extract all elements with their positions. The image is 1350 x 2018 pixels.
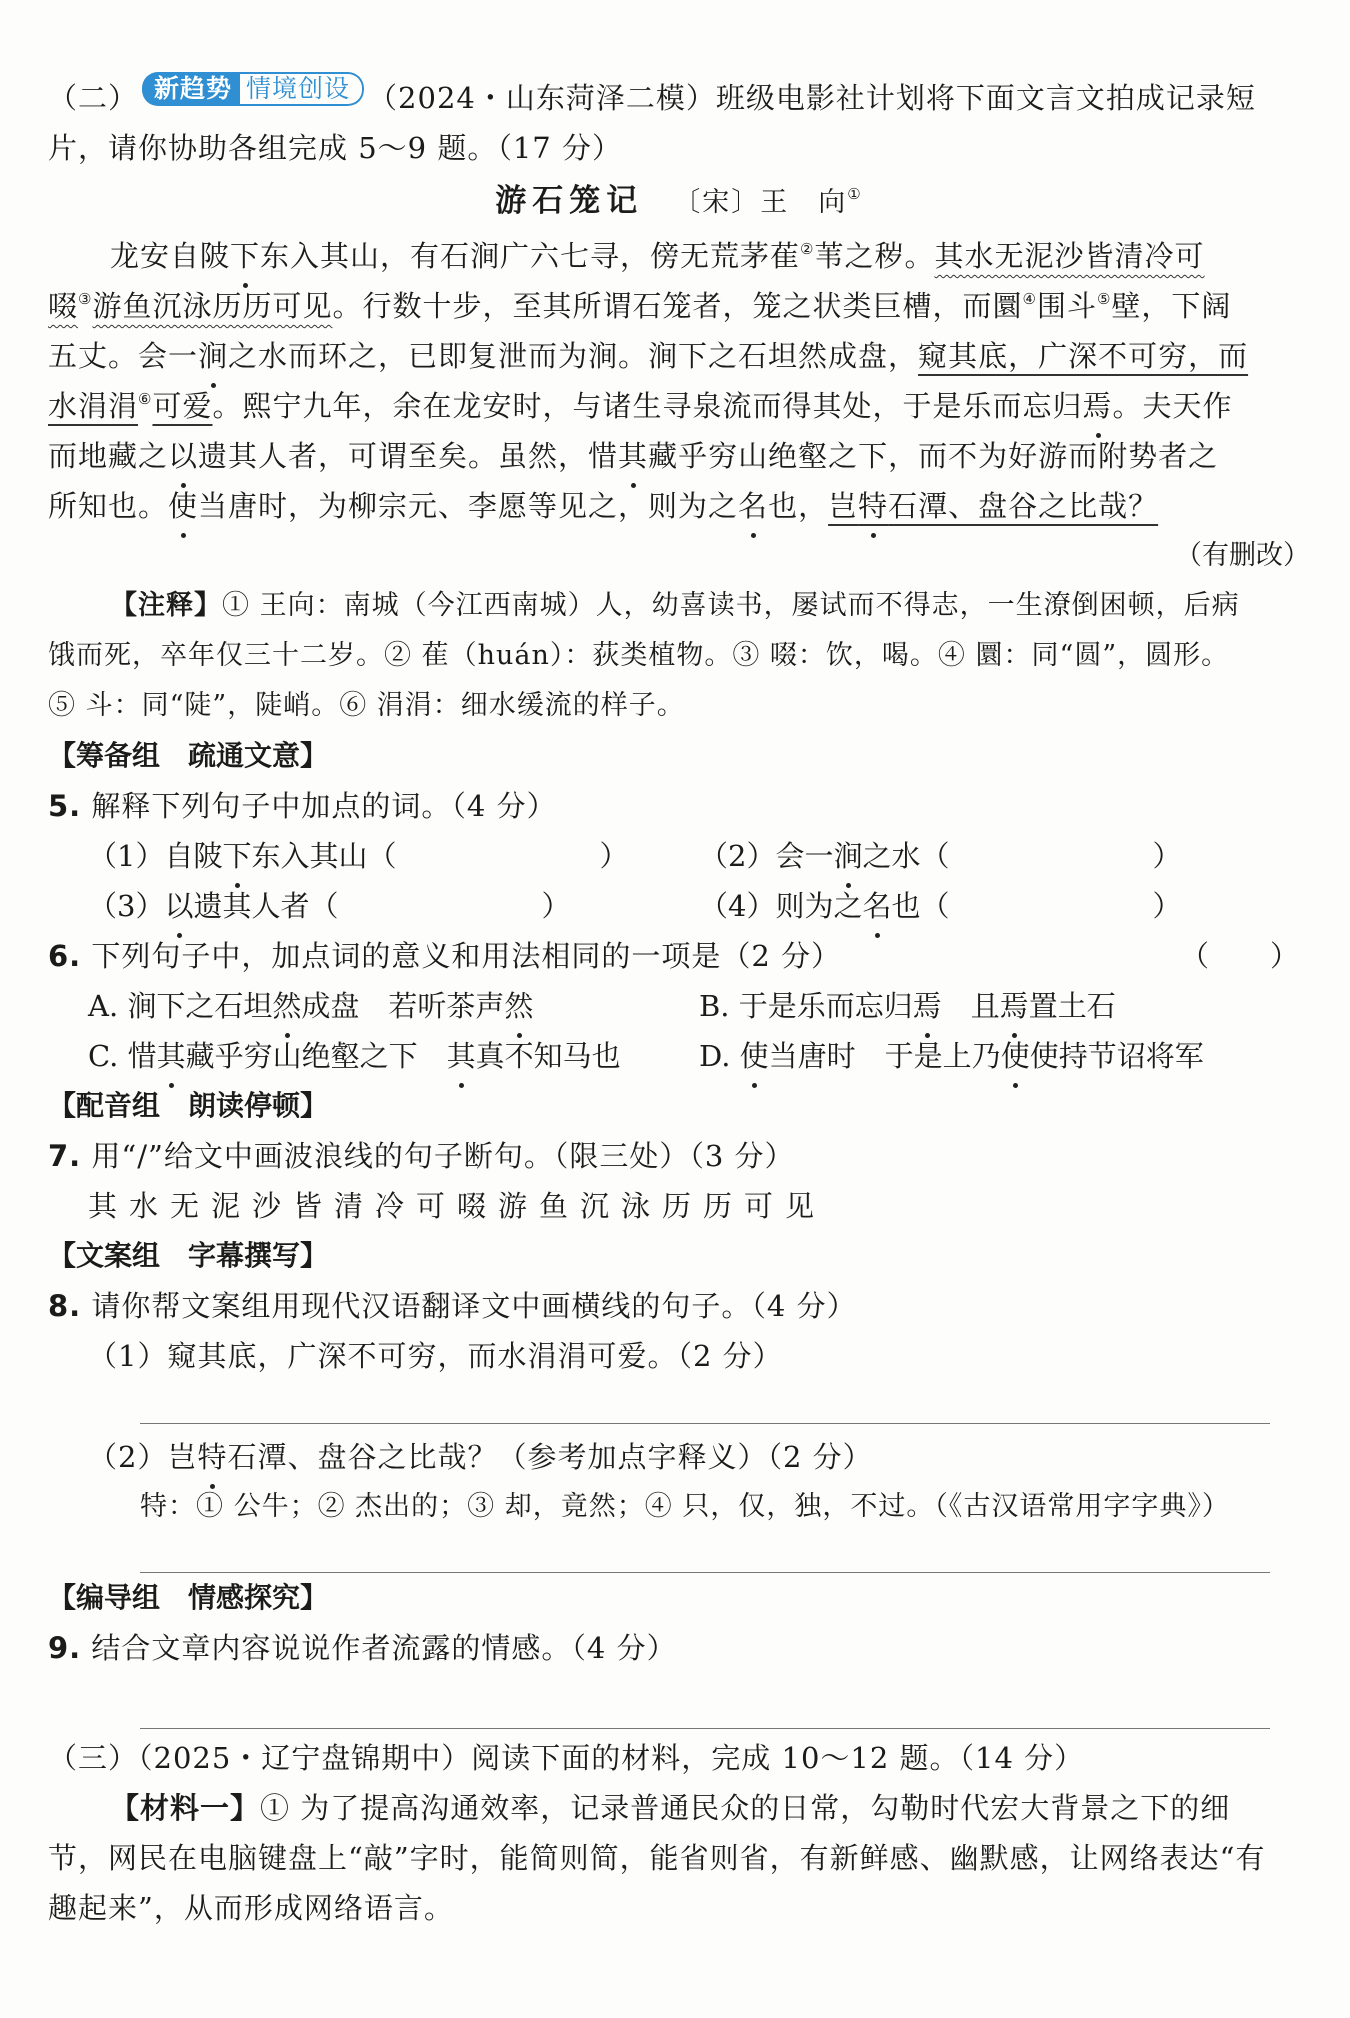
- text: （1）自陂: [88, 839, 223, 873]
- notes-line: [48, 581, 1310, 631]
- q5-item-1[interactable]: [88, 831, 699, 881]
- text: 也，: [768, 489, 829, 523]
- text: 东入其山（ ）: [251, 839, 629, 873]
- text: （3）: [88, 889, 165, 923]
- text: 也（ ）: [891, 889, 1182, 923]
- text: 藏乎穷山绝壑之下，而不为好游而附势者之: [648, 439, 1219, 473]
- question-number: 7.: [48, 1139, 82, 1173]
- q5-row: [48, 881, 1310, 931]
- text: 五丈。: [48, 339, 139, 373]
- note-ref: ①: [847, 185, 863, 203]
- text: （2）会一: [699, 839, 834, 873]
- material-text: ① 为了提高沟通效率，记录普通民众的日常，勾勒时代宏大背景之下的细: [260, 1791, 1231, 1825]
- note-ref: ④: [1022, 290, 1037, 308]
- text: D.: [699, 1039, 740, 1073]
- text: 壁，下阔: [1111, 289, 1232, 323]
- text: 龙安自陂: [110, 239, 231, 273]
- note-ref: ③: [78, 290, 93, 308]
- wavy-underlined-text: 游鱼沉泳历历可见: [92, 289, 333, 323]
- question-text: 结合文章内容说说作者流露的情感。（4 分）: [91, 1631, 677, 1665]
- dotted-char: 使: [168, 481, 198, 531]
- section-heading: 【筹备组 疏通文意】: [48, 739, 329, 772]
- dotted-char: 使: [740, 1031, 769, 1081]
- question-text: 用“/”给文中画波浪线的句子断句。（限三处）（3 分）: [91, 1139, 795, 1173]
- section-number: （二）: [48, 81, 139, 115]
- answer-line[interactable]: [140, 1532, 1270, 1573]
- q6-row: [48, 981, 1310, 1031]
- q6-option-a[interactable]: [88, 981, 699, 1031]
- text: 所知也。: [48, 489, 169, 523]
- dotted-char: 特: [858, 481, 888, 531]
- dotted-char: 涧: [833, 831, 862, 881]
- question-number: 6.: [48, 939, 82, 973]
- answer-line[interactable]: [140, 1381, 1270, 1424]
- answer-line[interactable]: [140, 1673, 1270, 1729]
- q5-item-3[interactable]: [88, 881, 699, 931]
- q8-hint: 特：① 公牛；② 杰出的；③ 却，竟然；④ 只，仅，独，不过。（《古汉语常用字字典》）: [140, 1491, 1230, 1522]
- note-ref: ②: [800, 240, 815, 258]
- material-line: [48, 1783, 1310, 1833]
- q6-option-d[interactable]: [699, 1031, 1310, 1081]
- underlined-text: 可爱: [152, 389, 213, 423]
- dotted-char: 特: [197, 1432, 227, 1482]
- text: 会一: [138, 339, 199, 373]
- text: 真不知马也: [475, 1039, 621, 1073]
- material-label: 【材料一】: [110, 1791, 261, 1825]
- dotted-char: 下: [222, 831, 251, 881]
- passage-line: [48, 481, 1310, 531]
- note-ref: ⑤: [1096, 290, 1112, 308]
- text: 。行数十步，至其所谓石笼者，笼之状类巨槽，而圜: [332, 289, 1023, 323]
- question-5: [48, 781, 1310, 831]
- text: C. 惜: [88, 1039, 157, 1073]
- notes-text: ① 王向：南城（今江西南城）人，幼喜读书，屡试而不得志，一生潦倒困顿，后病: [222, 590, 1240, 621]
- question-8: [48, 1281, 1310, 1331]
- wavy-underlined-text: 其水无泥沙皆清冷可: [934, 239, 1205, 273]
- dotted-char: 然: [504, 981, 533, 1031]
- text: 东入其山，有石涧广六七寻，傍无荒茅萑: [260, 239, 801, 273]
- note-ref: ⑥: [138, 390, 153, 408]
- dotted-char: 以: [164, 881, 193, 931]
- q8-item-1: （1）窥其底，广深不可穷，而水涓涓可爱。（2 分）: [88, 1339, 783, 1373]
- text: 之水（ ）: [862, 839, 1182, 873]
- question-9: [48, 1623, 1310, 1673]
- section-header-line2: 片，请你协助各组完成 5～9 题。（17 分）: [48, 131, 622, 165]
- passage-line: [48, 381, 1310, 431]
- wavy-underlined-text: 啜: [48, 289, 79, 323]
- question-6: [48, 931, 1310, 981]
- text: 置土石: [1028, 989, 1116, 1023]
- question-text: 请你帮文案组用现代汉语翻译文中画横线的句子。（4 分）: [91, 1289, 857, 1323]
- question-7: [48, 1131, 1310, 1181]
- badge-right: 情境创设: [240, 72, 364, 106]
- passage-author: [673, 187, 862, 218]
- dotted-char: 其: [618, 431, 648, 481]
- passage-source: （有删改）: [1175, 540, 1310, 571]
- text: 使持节诏将军: [1029, 1039, 1204, 1073]
- passage-line: [48, 231, 1310, 281]
- dotted-char: 下: [230, 231, 260, 281]
- q5-row: [48, 831, 1310, 881]
- dotted-char: 名: [738, 481, 768, 531]
- text: 而地藏之: [48, 439, 169, 473]
- question-text: 下列句子中，加点词的意义和用法相同的一项是（2 分）: [91, 939, 842, 973]
- passage-line: [48, 431, 1310, 481]
- text: 遗其人者，可谓至矣。虽然，惜: [198, 439, 619, 473]
- notes-label: 【注释】: [110, 590, 222, 621]
- text: 。熙宁九年，余在龙安时，与诸生寻泉流而得其处，于是乐而忘归: [212, 389, 1083, 423]
- text: 之水而环之，已即复泄而为涧。涧下之石坦然成盘，: [228, 339, 919, 373]
- q6-option-c[interactable]: [88, 1031, 699, 1081]
- dotted-char: 以: [168, 431, 198, 481]
- underlined-text: 石潭、盘谷之比哉？: [888, 489, 1159, 523]
- text: 成盘 若听茶声: [301, 989, 505, 1023]
- dotted-char: 焉: [1083, 381, 1113, 431]
- underlined-text: 水涓涓: [48, 389, 139, 423]
- dotted-char: 焉: [913, 981, 942, 1031]
- dotted-char: 其: [447, 1031, 476, 1081]
- underlined-text: 岂: [828, 489, 859, 523]
- dotted-char: 然: [272, 981, 301, 1031]
- header-text: （2024・山东菏泽二模）班级电影社计划将下面文言文拍成记录短: [368, 81, 1256, 115]
- section-heading: 【配音组 朗读停顿】: [48, 1089, 329, 1122]
- q7-sentence[interactable]: 其水无泥沙皆清冷可啜游鱼沉泳历历可见: [88, 1189, 827, 1223]
- text: B. 于是乐而忘归: [699, 989, 913, 1023]
- question-number: 8.: [48, 1289, 82, 1323]
- passage-line: [48, 281, 1310, 331]
- passage-line: [48, 331, 1310, 381]
- dotted-char: 涧: [198, 331, 228, 381]
- question-text: 解释下列句子中加点的词。（4 分）: [91, 789, 557, 823]
- part3-header: （三）（2025・辽宁盘锦期中）阅读下面的材料，完成 10～12 题。（14 分）: [48, 1741, 1085, 1775]
- dotted-char: 其: [157, 1031, 186, 1081]
- notes-line: 饿而死，卒年仅三十二岁。② 萑（huán）：荻类植物。③ 啜：饮，喝。④ 圜：同“圆”，圆形。: [48, 640, 1230, 671]
- question-number: 9.: [48, 1631, 82, 1665]
- q5-item-2[interactable]: [699, 831, 1310, 881]
- text: 围斗: [1036, 289, 1097, 323]
- q6-row: [48, 1031, 1310, 1081]
- text: 当唐时，为柳宗元、李愿等见之，则为之: [198, 489, 739, 523]
- badge-left: 新趋势: [142, 72, 240, 106]
- question-number: 5.: [48, 789, 82, 823]
- text: 遗其人者（ ）: [193, 889, 571, 923]
- q8-item-2: [48, 1432, 1310, 1482]
- underlined-text: 窥其底，广深不可穷，而: [918, 339, 1249, 373]
- text: 藏乎穷山绝壑之下: [185, 1039, 447, 1073]
- dotted-char: 名: [862, 881, 891, 931]
- text: 。夫天作: [1112, 389, 1233, 423]
- author-name: 〔宋〕王 向: [673, 187, 848, 218]
- section-header-line1: [48, 72, 1310, 123]
- text: 当唐时 于是上乃: [768, 1039, 1001, 1073]
- notes-line: ⑤ 斗：同“陡”，陡峭。⑥ 涓涓：细水缓流的样子。: [48, 690, 685, 721]
- q5-item-4[interactable]: [699, 881, 1310, 931]
- passage-title-row: [48, 173, 1310, 231]
- material-line: 节，网民在电脑键盘上“敲”字时，能简则简，能省则省，有新鲜感、幽默感，让网络表达“有: [48, 1841, 1266, 1875]
- text: A. 涧下之石坦: [88, 989, 273, 1023]
- material-line: 趣起来”，从而形成网络语言。: [48, 1891, 454, 1925]
- text: 且: [941, 989, 1000, 1023]
- trend-badge: [142, 72, 364, 106]
- text: 苇之秽。: [814, 239, 935, 273]
- dotted-char: 使: [1001, 1031, 1030, 1081]
- passage-title: 游石笼记: [495, 183, 644, 219]
- section-heading: 【编导组 情感探究】: [48, 1581, 329, 1614]
- q6-option-b[interactable]: [699, 981, 1310, 1031]
- answer-paren[interactable]: （ ）: [1179, 939, 1300, 973]
- section-heading: 【文案组 字幕撰写】: [48, 1239, 329, 1272]
- text: 石潭、盘谷之比哉？（参考加点字释义）（2 分）: [227, 1440, 873, 1474]
- dotted-char: 焉: [1000, 981, 1029, 1031]
- text: （4）则为之: [699, 889, 863, 923]
- text: （2）岂: [88, 1440, 198, 1474]
